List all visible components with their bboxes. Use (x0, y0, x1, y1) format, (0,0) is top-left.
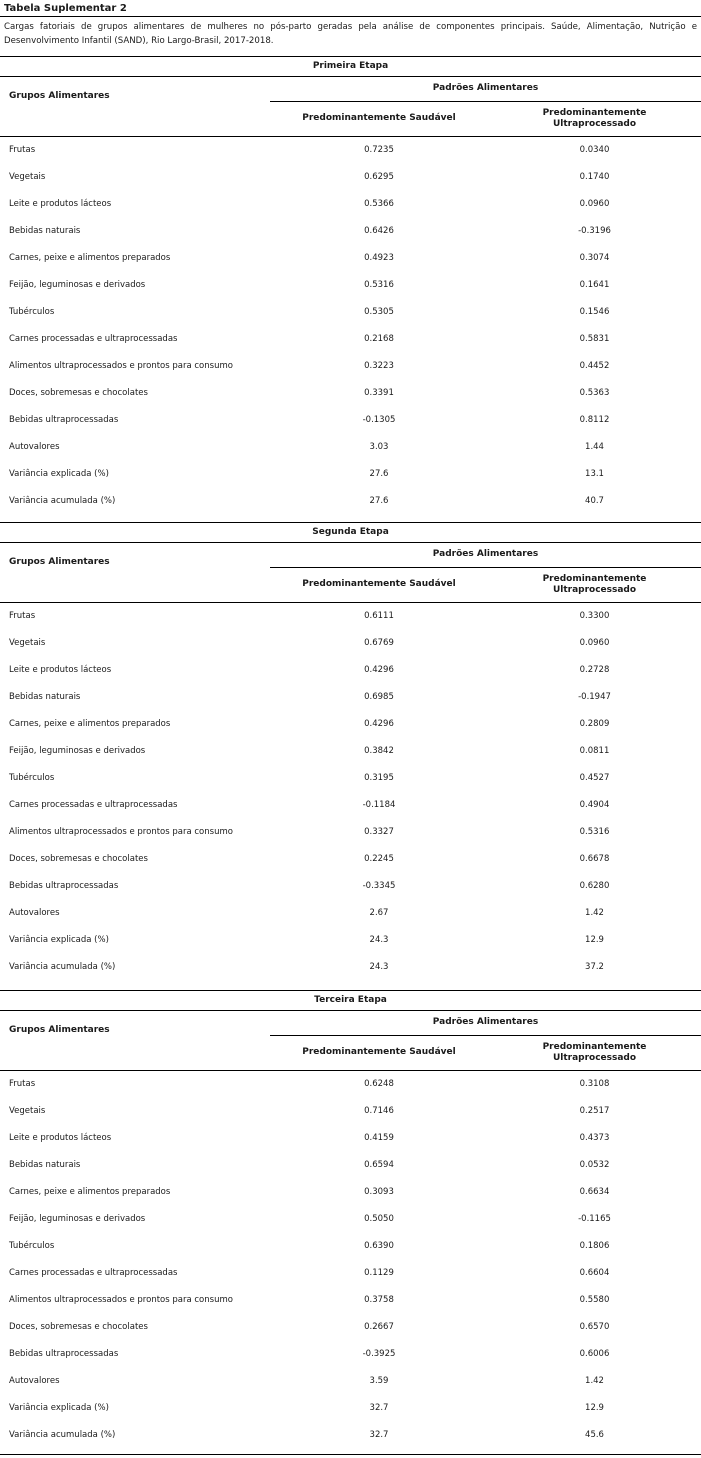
stage-section (0, 990, 701, 1458)
healthy-loading-cell: 0.3223 (364, 361, 394, 371)
food-group-cell: Carnes processadas e ultraprocessadas (9, 1268, 178, 1278)
healthy-loading-cell: 0.6426 (364, 226, 394, 236)
ultraprocessed-loading-cell: 40.7 (585, 496, 604, 506)
patterns-header: Padrões Alimentares (432, 1017, 539, 1027)
food-group-cell: Doces, sobremesas e chocolates (9, 854, 148, 864)
healthy-loading-cell: 3.59 (369, 1376, 389, 1386)
ultraprocessed-loading-cell: 0.3108 (579, 1079, 610, 1089)
food-group-cell: Variância explicada (%) (9, 469, 109, 479)
patterns-header: Padrões Alimentares (432, 549, 539, 559)
document-title: Tabela Suplementar 2 (4, 3, 127, 14)
ultraprocessed-loading-cell: 0.1546 (579, 307, 610, 317)
food-group-cell: Variância acumulada (%) (9, 496, 116, 506)
healthy-loading-cell: 0.2168 (364, 334, 394, 344)
stage-section (0, 522, 701, 990)
food-group-cell: Autovalores (9, 1376, 60, 1386)
food-group-cell: Doces, sobremesas e chocolates (9, 388, 148, 398)
healthy-loading-cell: 24.3 (369, 935, 389, 945)
food-group-cell: Autovalores (9, 908, 60, 918)
healthy-column-header: Predominantemente Saudável (302, 113, 456, 123)
ultraprocessed-loading-cell: 12.9 (585, 1403, 604, 1413)
ultraprocessed-loading-cell: 0.2517 (579, 1106, 610, 1116)
food-group-cell: Leite e produtos lácteos (9, 1133, 112, 1143)
healthy-loading-cell: 0.6390 (364, 1241, 394, 1251)
food-group-cell: Vegetais (9, 1106, 46, 1116)
table-row (0, 191, 701, 218)
table-row (0, 1071, 701, 1098)
table-row (0, 1206, 701, 1233)
table-row (0, 684, 701, 711)
ultraprocessed-loading-cell: 0.2809 (579, 719, 610, 729)
ultraprocessed-loading-cell: -0.3196 (578, 226, 611, 236)
ultraprocessed-loading-cell: 0.5831 (579, 334, 610, 344)
ultraprocessed-loading-cell: 0.3300 (579, 611, 610, 621)
ultraprocessed-loading-cell: 0.6570 (579, 1322, 610, 1332)
table-row (0, 954, 701, 981)
ultraprocessed-loading-cell: 0.4527 (579, 773, 610, 783)
table-row (0, 1233, 701, 1260)
healthy-loading-cell: 0.7146 (364, 1106, 394, 1116)
ultraprocessed-loading-cell: 0.4452 (579, 361, 610, 371)
ultraprocessed-loading-cell: 1.44 (585, 442, 604, 452)
healthy-loading-cell: 0.3842 (364, 746, 394, 756)
food-group-cell: Carnes processadas e ultraprocessadas (9, 800, 178, 810)
healthy-loading-cell: 0.5050 (364, 1214, 394, 1224)
stage-title: Primeira Etapa (312, 61, 389, 71)
healthy-column-header: Predominantemente Saudável (302, 1047, 456, 1057)
groups-column-header: Grupos Alimentares (9, 557, 110, 567)
patterns-header: Padrões Alimentares (432, 83, 539, 93)
food-group-cell: Feijão, leguminosas e derivados (9, 1214, 146, 1224)
title-rule (0, 16, 701, 17)
table-body (0, 137, 701, 515)
groups-column-header: Grupos Alimentares (9, 1025, 110, 1035)
table-row (0, 1368, 701, 1395)
healthy-loading-cell: 2.67 (369, 908, 389, 918)
table-row (0, 1098, 701, 1125)
healthy-loading-cell: 0.5366 (364, 199, 394, 209)
ultraprocessed-loading-cell: 0.4373 (579, 1133, 610, 1143)
table-body (0, 603, 701, 981)
food-group-cell: Bebidas naturais (9, 226, 81, 236)
food-group-cell: Variância acumulada (%) (9, 962, 116, 972)
ultraprocessed-loading-cell: 1.42 (585, 908, 604, 918)
ultraprocessed-loading-cell: -0.1947 (578, 692, 611, 702)
ultraprocessed-loading-cell: 0.1806 (579, 1241, 610, 1251)
ultraprocessed-loading-cell: 37.2 (585, 962, 604, 972)
ultraprocessed-loading-cell: 0.0960 (579, 199, 610, 209)
ultraprocessed-loading-cell: 0.0960 (579, 638, 610, 648)
table-row (0, 846, 701, 873)
stage-title: Terceira Etapa (314, 995, 387, 1005)
table-row (0, 603, 701, 630)
table-row (0, 792, 701, 819)
table-row (0, 434, 701, 461)
food-group-cell: Variância explicada (%) (9, 1403, 109, 1413)
healthy-loading-cell: 27.6 (369, 496, 389, 506)
food-group-cell: Vegetais (9, 172, 46, 182)
ultraprocessed-header-text: Predominantemente Ultraprocessado (542, 1041, 647, 1063)
table-row (0, 657, 701, 684)
table-row (0, 927, 701, 954)
healthy-loading-cell: 3.03 (369, 442, 389, 452)
table-row (0, 873, 701, 900)
food-group-cell: Bebidas ultraprocessadas (9, 1349, 119, 1359)
ultraprocessed-column-header (488, 101, 701, 136)
healthy-loading-cell: 0.5305 (364, 307, 394, 317)
food-group-cell: Doces, sobremesas e chocolates (9, 1322, 148, 1332)
food-group-cell: Frutas (9, 611, 36, 621)
healthy-loading-cell: 0.6248 (364, 1079, 394, 1089)
food-group-cell: Alimentos ultraprocessados e prontos para consumo (9, 827, 233, 837)
food-group-cell: Bebidas ultraprocessadas (9, 881, 119, 891)
table-row (0, 407, 701, 434)
food-group-cell: Bebidas naturais (9, 692, 81, 702)
table-row (0, 137, 701, 164)
table-row (0, 1422, 701, 1449)
healthy-loading-cell: 0.3758 (364, 1295, 394, 1305)
healthy-loading-cell: 0.4923 (364, 253, 394, 263)
healthy-loading-cell: 0.3327 (364, 827, 394, 837)
food-group-cell: Carnes, peixe e alimentos preparados (9, 719, 171, 729)
table-row (0, 738, 701, 765)
table-row (0, 380, 701, 407)
ultraprocessed-loading-cell: -0.1165 (578, 1214, 611, 1224)
stage-title: Segunda Etapa (312, 527, 389, 537)
table-row (0, 245, 701, 272)
food-group-cell: Tubérculos (9, 773, 55, 783)
healthy-loading-cell: 27.6 (369, 469, 389, 479)
food-group-cell: Carnes processadas e ultraprocessadas (9, 334, 178, 344)
healthy-loading-cell: 0.6769 (364, 638, 394, 648)
ultraprocessed-loading-cell: 1.42 (585, 1376, 604, 1386)
healthy-loading-cell: 32.7 (369, 1430, 389, 1440)
food-group-cell: Bebidas ultraprocessadas (9, 415, 119, 425)
table-row (0, 353, 701, 380)
healthy-loading-cell: 0.7235 (364, 145, 394, 155)
healthy-loading-cell: 0.1129 (364, 1268, 394, 1278)
table-end-rule (0, 1454, 701, 1455)
table-row (0, 1125, 701, 1152)
food-group-cell: Alimentos ultraprocessados e prontos para consumo (9, 361, 233, 371)
ultraprocessed-loading-cell: 45.6 (585, 1430, 604, 1440)
ultraprocessed-loading-cell: 13.1 (585, 469, 604, 479)
food-group-cell: Feijão, leguminosas e derivados (9, 280, 146, 290)
healthy-loading-cell: 0.3391 (364, 388, 394, 398)
table-body (0, 1071, 701, 1449)
table-row (0, 218, 701, 245)
ultraprocessed-header-text: Predominantemente Ultraprocessado (542, 573, 647, 595)
ultraprocessed-column-header (488, 1035, 701, 1070)
table-row (0, 1314, 701, 1341)
ultraprocessed-loading-cell: 0.6280 (579, 881, 610, 891)
table-row (0, 711, 701, 738)
ultraprocessed-loading-cell: 0.6634 (579, 1187, 610, 1197)
table-row (0, 900, 701, 927)
food-group-cell: Tubérculos (9, 1241, 55, 1251)
healthy-loading-cell: 0.6594 (364, 1160, 394, 1170)
ultraprocessed-header-text: Predominantemente Ultraprocessado (542, 107, 647, 129)
healthy-loading-cell: 0.5316 (364, 280, 394, 290)
table-row (0, 1395, 701, 1422)
ultraprocessed-loading-cell: 0.0340 (579, 145, 610, 155)
ultraprocessed-loading-cell: 0.5363 (579, 388, 610, 398)
table-row (0, 1152, 701, 1179)
table-row (0, 1260, 701, 1287)
table-row (0, 1179, 701, 1206)
table-row (0, 326, 701, 353)
ultraprocessed-loading-cell: 0.3074 (579, 253, 610, 263)
healthy-loading-cell: 0.2667 (364, 1322, 394, 1332)
food-group-cell: Carnes, peixe e alimentos preparados (9, 1187, 171, 1197)
food-group-cell: Variância explicada (%) (9, 935, 109, 945)
food-group-cell: Leite e produtos lácteos (9, 199, 112, 209)
healthy-loading-cell: -0.3925 (362, 1349, 396, 1359)
ultraprocessed-loading-cell: 0.8112 (579, 415, 610, 425)
healthy-loading-cell: -0.3345 (362, 881, 396, 891)
healthy-loading-cell: 0.3093 (364, 1187, 394, 1197)
table-row (0, 1287, 701, 1314)
food-group-cell: Carnes, peixe e alimentos preparados (9, 253, 171, 263)
ultraprocessed-loading-cell: 0.5316 (579, 827, 610, 837)
food-group-cell: Variância acumulada (%) (9, 1430, 116, 1440)
ultraprocessed-loading-cell: 0.6006 (579, 1349, 610, 1359)
table-row (0, 630, 701, 657)
table-row (0, 272, 701, 299)
table-row (0, 488, 701, 515)
healthy-loading-cell: 0.2245 (364, 854, 394, 864)
ultraprocessed-loading-cell: 0.1641 (579, 280, 610, 290)
ultraprocessed-loading-cell: 0.4904 (579, 800, 610, 810)
table-row (0, 765, 701, 792)
ultraprocessed-column-header (488, 567, 701, 602)
table-row (0, 819, 701, 846)
food-group-cell: Tubérculos (9, 307, 55, 317)
ultraprocessed-loading-cell: 0.1740 (579, 172, 610, 182)
food-group-cell: Autovalores (9, 442, 60, 452)
ultraprocessed-loading-cell: 0.0811 (579, 746, 610, 756)
table-row (0, 461, 701, 488)
food-group-cell: Frutas (9, 1079, 36, 1089)
table-row (0, 164, 701, 191)
healthy-loading-cell: 0.6985 (364, 692, 394, 702)
stage-section (0, 56, 701, 524)
groups-column-header: Grupos Alimentares (9, 91, 110, 101)
food-group-cell: Vegetais (9, 638, 46, 648)
healthy-loading-cell: 0.6111 (364, 611, 394, 621)
food-group-cell: Feijão, leguminosas e derivados (9, 746, 146, 756)
healthy-loading-cell: 0.4296 (364, 665, 394, 675)
healthy-loading-cell: 0.3195 (364, 773, 394, 783)
healthy-loading-cell: 0.4296 (364, 719, 394, 729)
healthy-loading-cell: 32.7 (369, 1403, 389, 1413)
ultraprocessed-loading-cell: 0.2728 (579, 665, 610, 675)
healthy-column-header: Predominantemente Saudável (302, 579, 456, 589)
table-row (0, 299, 701, 326)
ultraprocessed-loading-cell: 0.6604 (579, 1268, 610, 1278)
table-row (0, 1341, 701, 1368)
food-group-cell: Bebidas naturais (9, 1160, 81, 1170)
healthy-loading-cell: 24.3 (369, 962, 389, 972)
ultraprocessed-loading-cell: 0.5580 (579, 1295, 610, 1305)
ultraprocessed-loading-cell: 0.0532 (579, 1160, 610, 1170)
food-group-cell: Leite e produtos lácteos (9, 665, 112, 675)
food-group-cell: Frutas (9, 145, 36, 155)
healthy-loading-cell: -0.1305 (362, 415, 396, 425)
healthy-loading-cell: 0.4159 (364, 1133, 394, 1143)
table-caption: Cargas fatoriais de grupos alimentares de mulheres no pós-parto geradas pela análise de componentes principais. Saúde, Alimentação, Nutrição e Desenvolvimento Infantil (SAND), Rio Largo-Brasil, 2017-2018. (4, 22, 697, 46)
healthy-loading-cell: -0.1184 (362, 800, 396, 810)
ultraprocessed-loading-cell: 0.6678 (579, 854, 610, 864)
food-group-cell: Alimentos ultraprocessados e prontos para consumo (9, 1295, 233, 1305)
healthy-loading-cell: 0.6295 (364, 172, 394, 182)
ultraprocessed-loading-cell: 12.9 (585, 935, 604, 945)
